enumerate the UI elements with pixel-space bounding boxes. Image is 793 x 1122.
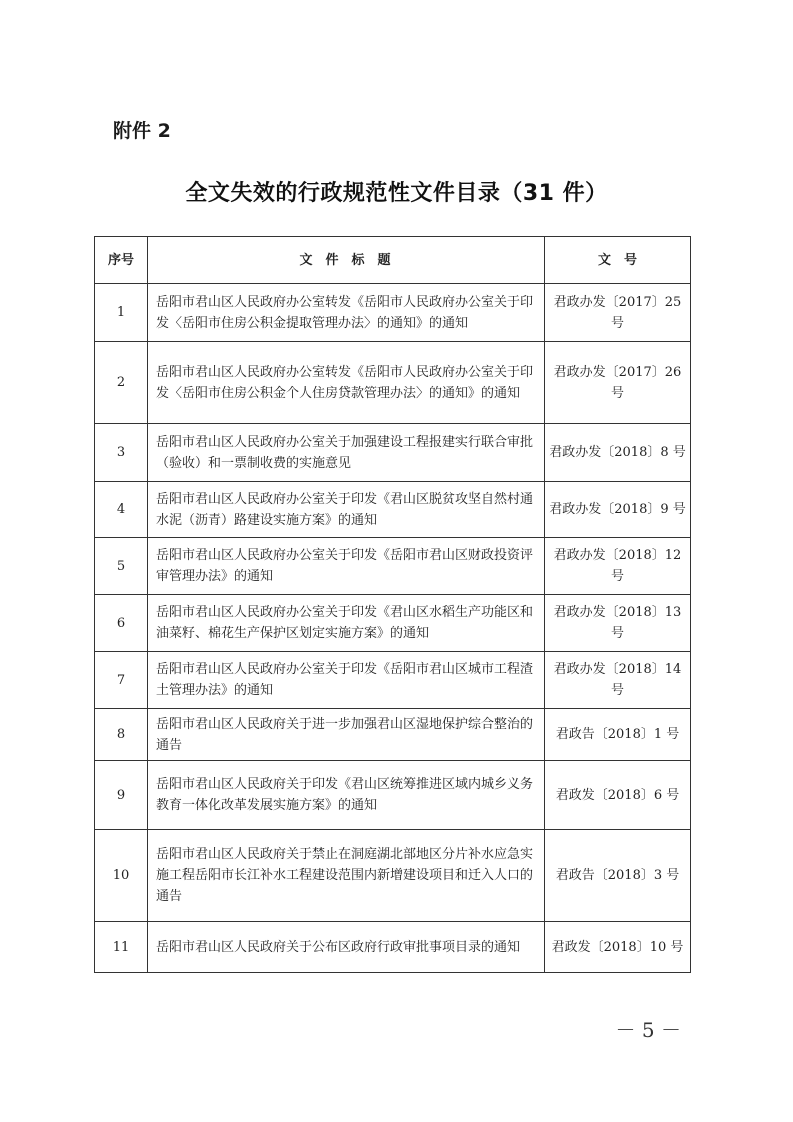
attachment-label: 附件 2 bbox=[113, 120, 171, 142]
row-no: 1 bbox=[95, 284, 148, 342]
row-number: 君政办发〔2017〕25 号 bbox=[545, 284, 691, 342]
row-number: 君政办发〔2018〕14 号 bbox=[545, 652, 691, 709]
table-row bbox=[95, 922, 691, 973]
table-row bbox=[95, 342, 691, 424]
row-no: 4 bbox=[95, 482, 148, 538]
row-no: 9 bbox=[95, 761, 148, 830]
row-no: 6 bbox=[95, 595, 148, 652]
table-row bbox=[95, 482, 691, 538]
table-row bbox=[95, 424, 691, 482]
document-title: 全文失效的行政规范性文件目录（31 件） bbox=[185, 181, 608, 206]
row-title: 岳阳市君山区人民政府关于公布区政府行政审批事项目录的通知 bbox=[148, 922, 545, 973]
row-title: 岳阳市君山区人民政府办公室关于印发《岳阳市君山区财政投资评审管理办法》的通知 bbox=[148, 538, 545, 595]
row-title: 岳阳市君山区人民政府关于进一步加强君山区湿地保护综合整治的通告 bbox=[148, 709, 545, 761]
row-title: 岳阳市君山区人民政府办公室关于印发《君山区水稻生产功能区和油菜籽、棉花生产保护区划定实施方案》的通知 bbox=[148, 595, 545, 652]
table-row bbox=[95, 830, 691, 922]
row-number: 君政办发〔2017〕26 号 bbox=[545, 342, 691, 424]
row-title: 岳阳市君山区人民政府办公室关于加强建设工程报建实行联合审批（验收）和一票制收费的实施意见 bbox=[148, 424, 545, 482]
header-title: 文 件 标 题 bbox=[148, 237, 545, 284]
table-header-row bbox=[95, 237, 691, 284]
row-number: 君政发〔2018〕10 号 bbox=[545, 922, 691, 973]
page-number: － 5 － bbox=[615, 1018, 681, 1042]
row-title: 岳阳市君山区人民政府办公室关于印发《君山区脱贫攻坚自然村通水泥（沥青）路建设实施方案》的通知 bbox=[148, 482, 545, 538]
document-table bbox=[94, 236, 691, 973]
row-no: 10 bbox=[95, 830, 148, 922]
row-title: 岳阳市君山区人民政府办公室转发《岳阳市人民政府办公室关于印发〈岳阳市住房公积金提取管理办法〉的通知》的通知 bbox=[148, 284, 545, 342]
row-no: 11 bbox=[95, 922, 148, 973]
row-title: 岳阳市君山区人民政府办公室转发《岳阳市人民政府办公室关于印发〈岳阳市住房公积金个人住房贷款管理办法〉的通知》的通知 bbox=[148, 342, 545, 424]
row-no: 7 bbox=[95, 652, 148, 709]
row-no: 3 bbox=[95, 424, 148, 482]
row-no: 5 bbox=[95, 538, 148, 595]
row-no: 2 bbox=[95, 342, 148, 424]
table-row bbox=[95, 538, 691, 595]
row-title: 岳阳市君山区人民政府办公室关于印发《岳阳市君山区城市工程渣土管理办法》的通知 bbox=[148, 652, 545, 709]
row-number: 君政办发〔2018〕13 号 bbox=[545, 595, 691, 652]
row-number: 君政办发〔2018〕9 号 bbox=[545, 482, 691, 538]
row-number: 君政发〔2018〕6 号 bbox=[545, 761, 691, 830]
row-title: 岳阳市君山区人民政府关于印发《君山区统筹推进区域内城乡义务教育一体化改革发展实施方案》的通知 bbox=[148, 761, 545, 830]
row-number: 君政办发〔2018〕8 号 bbox=[545, 424, 691, 482]
row-no: 8 bbox=[95, 709, 148, 761]
table-row bbox=[95, 595, 691, 652]
table-row bbox=[95, 284, 691, 342]
row-number: 君政告〔2018〕3 号 bbox=[545, 830, 691, 922]
table-row bbox=[95, 652, 691, 709]
row-title: 岳阳市君山区人民政府关于禁止在洞庭湖北部地区分片补水应急实施工程岳阳市长江补水工程建设范围内新增建设项目和迁入人口的通告 bbox=[148, 830, 545, 922]
header-number: 文 号 bbox=[545, 237, 691, 284]
table-row bbox=[95, 709, 691, 761]
row-number: 君政办发〔2018〕12 号 bbox=[545, 538, 691, 595]
table-row bbox=[95, 761, 691, 830]
header-no: 序号 bbox=[95, 237, 148, 284]
row-number: 君政告〔2018〕1 号 bbox=[545, 709, 691, 761]
